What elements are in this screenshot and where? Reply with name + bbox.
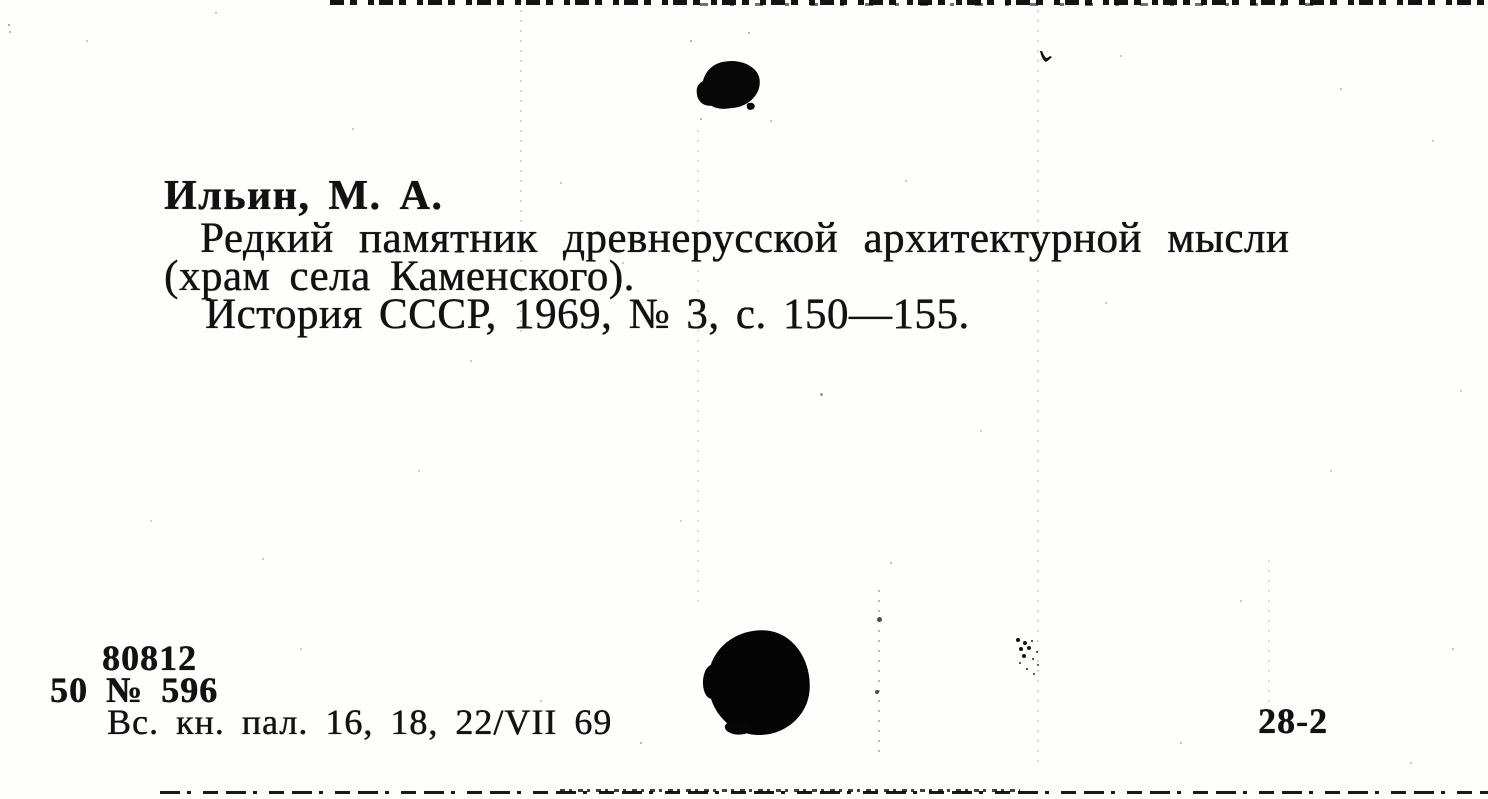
noise-dot — [215, 12, 217, 14]
source-citation: История СССР, 1969, № 3, с. 150—155. — [205, 291, 970, 338]
noise-dot — [1410, 762, 1412, 764]
noise-dot — [875, 690, 879, 694]
noise-dot — [418, 470, 420, 472]
stock-number: 80812 — [102, 638, 197, 678]
scanner-streak — [1268, 560, 1270, 710]
noise-dot — [560, 182, 562, 184]
noise-dot — [8, 24, 10, 26]
author-heading: Ильин, М. А. — [164, 173, 444, 219]
noise-dot — [1460, 390, 1462, 392]
noise-dot — [1340, 88, 1342, 90]
noise-dot — [640, 742, 642, 744]
noise-dot — [86, 40, 88, 42]
scanner-streak — [697, 130, 699, 610]
scan-edge-top-secondary — [700, 3, 1320, 6]
ink-smudge-cluster — [1016, 638, 1020, 642]
noise-dot — [690, 40, 692, 42]
noise-dot — [150, 520, 152, 522]
noise-dot — [980, 430, 982, 432]
noise-dot — [820, 393, 823, 396]
scanner-streak — [1037, 0, 1039, 770]
ink-blot-top — [699, 58, 762, 112]
noise-dot — [877, 617, 882, 622]
noise-dot — [748, 32, 750, 34]
registration-note: Вс. кн. пал. 16, 18, 22/VII 69 — [107, 702, 613, 742]
noise-dot — [470, 360, 472, 362]
noise-dot — [9, 31, 11, 33]
noise-dot — [890, 562, 892, 564]
noise-dot — [1330, 470, 1332, 472]
noise-dot — [770, 120, 772, 122]
noise-dot — [540, 700, 542, 702]
title-line-2: (храм села Каменского). — [164, 253, 635, 300]
noise-dot — [1180, 742, 1182, 744]
scanner-streak — [878, 590, 880, 755]
noise-dot — [680, 520, 682, 522]
title-line-1: Редкий памятник древнерусской архитектурной мысли — [200, 215, 1290, 262]
noise-dot — [905, 180, 907, 182]
ink-blot-bottom — [704, 627, 813, 739]
card-number: 50 № 596 — [50, 670, 219, 710]
noise-dot — [1120, 55, 1122, 57]
noise-dot — [300, 648, 302, 650]
noise-dot — [352, 128, 354, 130]
printing-code: 28-2 — [1258, 701, 1328, 741]
noise-dot — [622, 262, 624, 264]
scan-edge-bottom-secondary — [560, 789, 1020, 792]
pen-tick-mark — [1038, 49, 1056, 72]
noise-dot — [1240, 600, 1242, 602]
noise-dot — [262, 558, 264, 560]
noise-dot — [700, 118, 702, 120]
noise-dot — [1105, 302, 1107, 304]
noise-dot — [1432, 140, 1434, 142]
noise-dot — [1452, 648, 1454, 650]
